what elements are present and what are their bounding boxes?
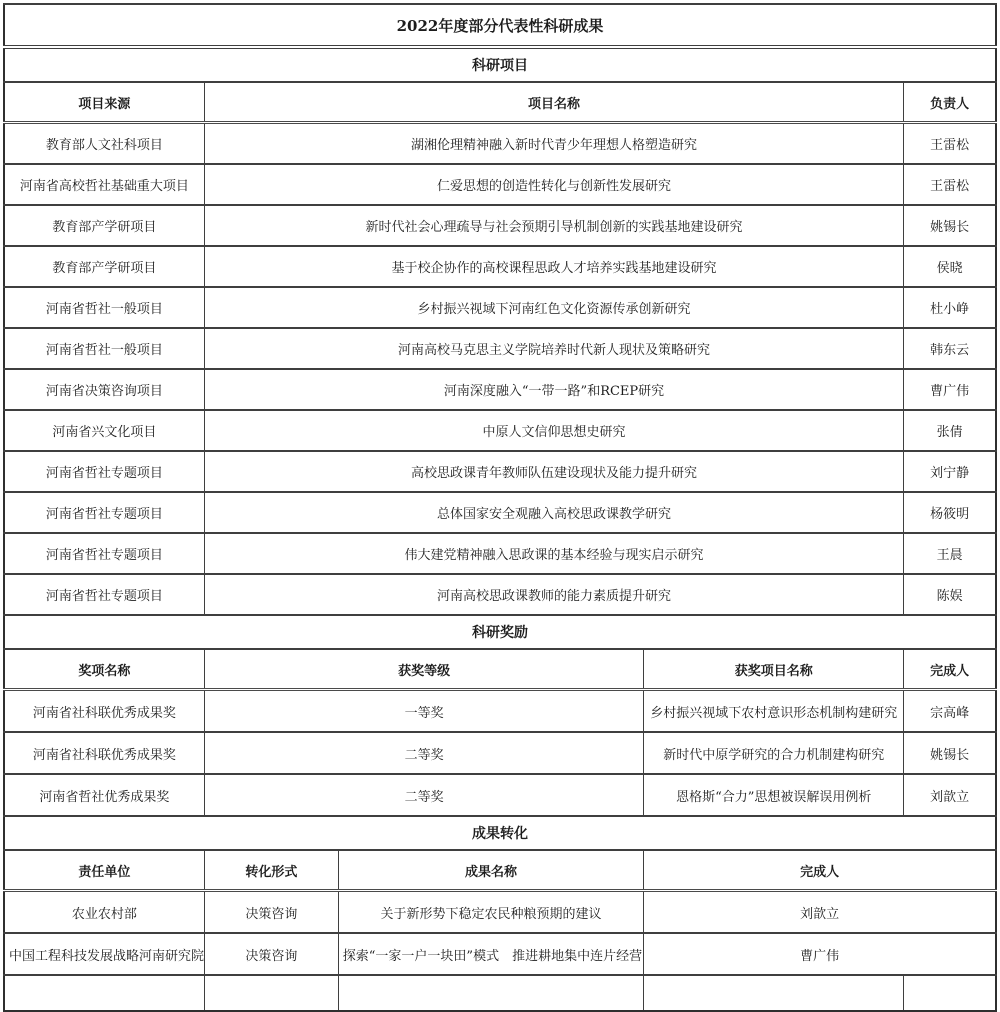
table-cell: 王雷松 bbox=[904, 164, 996, 205]
table-cell: 湖湘伦理精神融入新时代青少年理想人格塑造研究 bbox=[204, 123, 903, 165]
column-header: 项目名称 bbox=[204, 82, 903, 123]
table-cell: 河南省哲社专题项目 bbox=[4, 533, 204, 574]
table-cell: 河南高校马克思主义学院培养时代新人现状及策略研究 bbox=[204, 328, 903, 369]
table-cell: 教育部人文社科项目 bbox=[4, 123, 204, 165]
table-cell: 新时代社会心理疏导与社会预期引导机制创新的实践基地建设研究 bbox=[204, 205, 903, 246]
section-title: 成果转化 bbox=[4, 816, 996, 850]
table-cell: 张倩 bbox=[904, 410, 996, 451]
table-cell: 曹广伟 bbox=[644, 933, 996, 975]
table-cell: 二等奖 bbox=[204, 774, 643, 816]
table-row bbox=[4, 690, 996, 733]
table-row bbox=[4, 891, 996, 934]
table-cell: 基于校企协作的高校课程思政人才培养实践基地建设研究 bbox=[204, 246, 903, 287]
table-cell: 仁爱思想的创造性转化与创新性发展研究 bbox=[204, 164, 903, 205]
table-cell: 农业农村部 bbox=[4, 891, 204, 934]
table-cell: 王晨 bbox=[904, 533, 996, 574]
table-cell: 刘宁静 bbox=[904, 451, 996, 492]
table-cell: 河南省决策咨询项目 bbox=[4, 369, 204, 410]
table-row bbox=[4, 574, 996, 615]
table-cell: 河南省兴文化项目 bbox=[4, 410, 204, 451]
table-cell bbox=[904, 975, 996, 1011]
table-cell: 教育部产学研项目 bbox=[4, 246, 204, 287]
table-cell: 陈娱 bbox=[904, 574, 996, 615]
table-cell: 河南省社科联优秀成果奖 bbox=[4, 690, 204, 733]
column-header: 负责人 bbox=[904, 82, 996, 123]
table-cell: 河南省哲社专题项目 bbox=[4, 492, 204, 533]
table-cell: 河南省哲社一般项目 bbox=[4, 287, 204, 328]
header-row bbox=[4, 82, 996, 123]
section-title-row bbox=[4, 816, 996, 850]
table-cell: 总体国家安全观融入高校思政课教学研究 bbox=[204, 492, 903, 533]
table-cell: 河南省哲社专题项目 bbox=[4, 574, 204, 615]
table-cell: 杜小峥 bbox=[904, 287, 996, 328]
partial-row bbox=[4, 975, 996, 1011]
table-row bbox=[4, 774, 996, 816]
table-cell: 河南高校思政课教师的能力素质提升研究 bbox=[204, 574, 903, 615]
table-cell: 侯晓 bbox=[904, 246, 996, 287]
column-header: 奖项名称 bbox=[4, 649, 204, 690]
table-cell: 决策咨询 bbox=[204, 891, 338, 934]
table-row bbox=[4, 732, 996, 774]
table-cell: 一等奖 bbox=[204, 690, 643, 733]
table-row bbox=[4, 328, 996, 369]
table-row bbox=[4, 205, 996, 246]
column-header: 转化形式 bbox=[204, 850, 338, 891]
column-header: 完成人 bbox=[904, 649, 996, 690]
table-cell: 姚锡长 bbox=[904, 205, 996, 246]
table-cell: 河南省哲社专题项目 bbox=[4, 451, 204, 492]
table-cell: 韩东云 bbox=[904, 328, 996, 369]
table-cell: 刘歆立 bbox=[904, 774, 996, 816]
table-cell bbox=[204, 975, 338, 1011]
table-cell: 决策咨询 bbox=[204, 933, 338, 975]
title-row bbox=[4, 4, 996, 47]
table-cell: 中原人文信仰思想史研究 bbox=[204, 410, 903, 451]
table-cell bbox=[644, 975, 904, 1011]
table-row bbox=[4, 933, 996, 975]
table-cell: 乡村振兴视域下河南红色文化资源传承创新研究 bbox=[204, 287, 903, 328]
table-row bbox=[4, 164, 996, 205]
table-cell: 河南省高校哲社基础重大项目 bbox=[4, 164, 204, 205]
table-cell: 曹广伟 bbox=[904, 369, 996, 410]
table-cell: 刘歆立 bbox=[644, 891, 996, 934]
table-cell: 伟大建党精神融入思政课的基本经验与现实启示研究 bbox=[204, 533, 903, 574]
column-header: 获奖等级 bbox=[204, 649, 643, 690]
section-title-row bbox=[4, 47, 996, 82]
page-title: 2022年度部分代表性科研成果 bbox=[4, 4, 996, 47]
table-row bbox=[4, 533, 996, 574]
table-cell: 恩格斯“合力”思想被误解误用例析 bbox=[644, 774, 904, 816]
table-cell: 中国工程科技发展战略河南研究院 bbox=[4, 933, 204, 975]
table-cell: 王雷松 bbox=[904, 123, 996, 165]
section-title: 科研项目 bbox=[4, 47, 996, 82]
research-achievements-table bbox=[3, 3, 997, 1012]
table-cell: 二等奖 bbox=[204, 732, 643, 774]
table-cell: 河南省社科联优秀成果奖 bbox=[4, 732, 204, 774]
table-cell: 教育部产学研项目 bbox=[4, 205, 204, 246]
table-row bbox=[4, 369, 996, 410]
table-cell: 高校思政课青年教师队伍建设现状及能力提升研究 bbox=[204, 451, 903, 492]
table-row bbox=[4, 123, 996, 165]
table-row bbox=[4, 287, 996, 328]
column-header: 成果名称 bbox=[338, 850, 644, 891]
section-title: 科研奖励 bbox=[4, 615, 996, 649]
table-cell bbox=[4, 975, 204, 1011]
table-row bbox=[4, 246, 996, 287]
table-row bbox=[4, 492, 996, 533]
column-header: 获奖项目名称 bbox=[644, 649, 904, 690]
table-cell: 新时代中原学研究的合力机制建构研究 bbox=[644, 732, 904, 774]
table-cell: 姚锡长 bbox=[904, 732, 996, 774]
header-row bbox=[4, 850, 996, 891]
header-row bbox=[4, 649, 996, 690]
column-header: 项目来源 bbox=[4, 82, 204, 123]
table-cell: 河南省哲社一般项目 bbox=[4, 328, 204, 369]
table-row bbox=[4, 451, 996, 492]
section-title-row bbox=[4, 615, 996, 649]
table-cell: 河南省哲社优秀成果奖 bbox=[4, 774, 204, 816]
table-cell: 宗高峰 bbox=[904, 690, 996, 733]
table-cell: 探索“一家一户一块田”模式 推进耕地集中连片经营 bbox=[338, 933, 644, 975]
table-cell: 乡村振兴视域下农村意识形态机制构建研究 bbox=[644, 690, 904, 733]
column-header: 完成人 bbox=[644, 850, 996, 891]
column-header: 责任单位 bbox=[4, 850, 204, 891]
table-cell: 杨筱明 bbox=[904, 492, 996, 533]
table-cell bbox=[338, 975, 644, 1011]
table-cell: 关于新形势下稳定农民种粮预期的建议 bbox=[338, 891, 644, 934]
table-row bbox=[4, 410, 996, 451]
table-cell: 河南深度融入“一带一路”和RCEP研究 bbox=[204, 369, 903, 410]
